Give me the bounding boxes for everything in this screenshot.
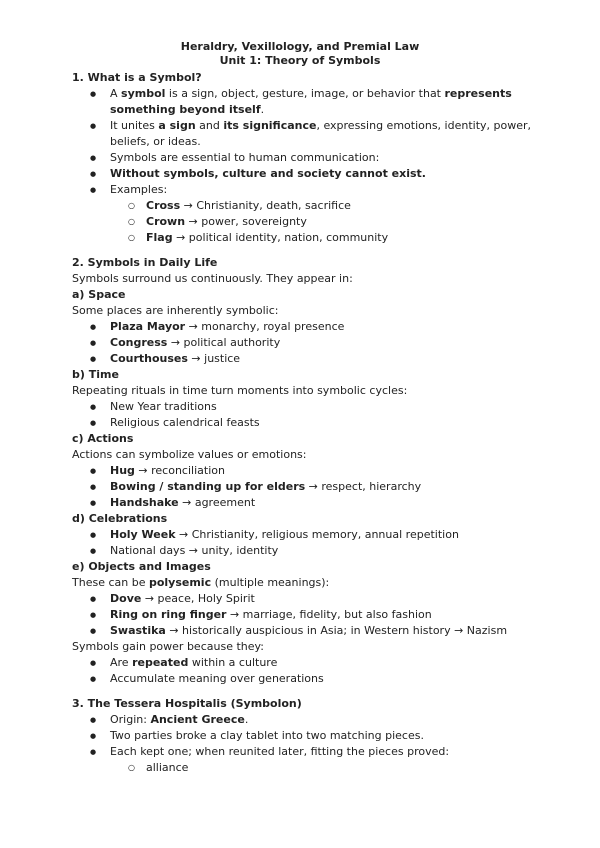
subsection-heading: a) Space (72, 288, 126, 301)
paragraph (72, 575, 540, 591)
bullet-list (72, 527, 540, 559)
document-title: Heraldry, Vexillology, and Premial Law (180, 40, 420, 53)
text: → marriage, fidelity, but also fashion (226, 608, 432, 621)
paragraph: Symbols surround us continuously. They appear in: (72, 272, 353, 285)
bullet-list (72, 86, 540, 246)
document-subtitle: Unit 1: Theory of Symbols (219, 54, 381, 67)
sub-list-item (72, 198, 540, 214)
list-item (72, 655, 540, 671)
section-tessera-hospitalis (0, 696, 600, 776)
section-heading: 1. What is a Symbol? (72, 71, 202, 84)
text: . (244, 713, 249, 726)
text: → monarchy, royal presence (185, 320, 345, 333)
bullet-list (72, 655, 540, 687)
text: It unites (110, 119, 159, 132)
text: and (195, 119, 224, 132)
section-heading: 2. Symbols in Daily Life (72, 256, 218, 269)
list-item (72, 479, 540, 495)
list-item (72, 591, 540, 607)
text: within a culture (188, 656, 278, 669)
list-item (72, 118, 540, 150)
bold-text: Ancient Greece (150, 713, 245, 726)
text: is a sign, object, gesture, image, or behavior that (165, 87, 445, 100)
paragraph: Repeating rituals in time turn moments into symbolic cycles: (72, 384, 408, 397)
text: → peace, Holy Spirit (141, 592, 255, 605)
list-item (72, 495, 540, 511)
bold-text: symbol (121, 87, 166, 100)
bullet-list (72, 399, 540, 431)
bold-text: Plaza Mayor (110, 320, 186, 333)
bold-text: Crown (146, 215, 186, 228)
subsection-heading: b) Time (72, 368, 119, 381)
text: (multiple meanings): (211, 576, 330, 589)
list-item: ● Accumulate meaning over generations (72, 671, 540, 687)
text: → political identity, nation, community (172, 231, 389, 244)
sub-list-item: ○ alliance (72, 760, 540, 776)
text: Symbols are essential to human communication: (110, 151, 380, 164)
spacer (0, 687, 600, 696)
bold-text: represents something beyond itself (110, 87, 512, 116)
section-heading: 3. The Tessera Hospitalis (Symbolon) (72, 697, 302, 710)
bold-text: Hug (110, 464, 135, 477)
text: . (260, 103, 265, 116)
text: → respect, hierarchy (305, 480, 422, 493)
list-item (72, 623, 540, 639)
bullet-list (72, 463, 540, 511)
text: Examples: (110, 183, 168, 196)
list-item (72, 86, 540, 118)
list-item (72, 319, 540, 335)
text: → Christianity, death, sacrifice (180, 199, 351, 212)
text: → historically auspicious in Asia; in Western history → Nazism (165, 624, 508, 637)
subsection-heading: c) Actions (72, 432, 134, 445)
bold-text: Congress (110, 336, 168, 349)
list-item (72, 351, 540, 367)
list-item: ● Two parties broke a clay tablet into two matching pieces. (72, 728, 540, 744)
spacer (0, 246, 600, 255)
sub-list (72, 198, 540, 246)
bullet-list (72, 712, 540, 776)
paragraph: Symbols gain power because they: (72, 640, 264, 653)
bullet-list (72, 591, 540, 639)
bold-text: repeated (132, 656, 189, 669)
text: → power, sovereignty (185, 215, 307, 228)
text: National days → unity, identity (110, 544, 279, 557)
list-item (72, 712, 540, 728)
bold-text: Dove (110, 592, 142, 605)
bold-text: Flag (146, 231, 173, 244)
text: , expressing emotions, identity, power, beliefs, or ideas. (110, 119, 532, 148)
text: → reconciliation (134, 464, 225, 477)
bold-text: Holy Week (110, 528, 176, 541)
bold-text: Bowing / standing up for elders (110, 480, 306, 493)
bullet-list (72, 319, 540, 367)
bold-text: Without symbols, culture and society cannot exist. (110, 167, 426, 180)
section-what-is-symbol (0, 70, 600, 246)
list-item (72, 607, 540, 623)
bold-text: Ring on ring finger (110, 608, 227, 621)
text: A (110, 87, 122, 100)
list-item (72, 150, 540, 166)
list-item (72, 543, 540, 559)
bold-text: Swastika (110, 624, 166, 637)
list-item (72, 182, 540, 246)
text: → Christianity, religious memory, annual repetition (175, 528, 459, 541)
subsection-heading: d) Celebrations (72, 512, 168, 525)
list-item (72, 463, 540, 479)
paragraph: Actions can symbolize values or emotions: (72, 448, 307, 461)
list-item: ● New Year traditions (72, 399, 540, 415)
text: → political authority (167, 336, 281, 349)
sub-list-item (72, 230, 540, 246)
bold-text: a sign (158, 119, 196, 132)
sub-list-item (72, 214, 540, 230)
text: → agreement (178, 496, 256, 509)
bold-text: polysemic (148, 576, 212, 589)
bold-text: its significance (223, 119, 317, 132)
bold-text: Cross (146, 199, 181, 212)
bold-text: Courthouses (110, 352, 188, 365)
text: These can be (72, 576, 149, 589)
list-item (72, 166, 540, 182)
text: Origin: (110, 713, 151, 726)
list-item (72, 527, 540, 543)
section-symbols-daily-life (0, 255, 600, 687)
text: Each kept one; when reunited later, fitting the pieces proved: (110, 745, 450, 758)
list-item (72, 335, 540, 351)
subsection-heading: e) Objects and Images (72, 560, 211, 573)
sub-list (72, 760, 540, 776)
list-item: ● Religious calendrical feasts (72, 415, 540, 431)
text: Are (110, 656, 133, 669)
list-item (72, 744, 540, 776)
bold-text: Handshake (110, 496, 179, 509)
paragraph: Some places are inherently symbolic: (72, 304, 279, 317)
text: → justice (187, 352, 241, 365)
